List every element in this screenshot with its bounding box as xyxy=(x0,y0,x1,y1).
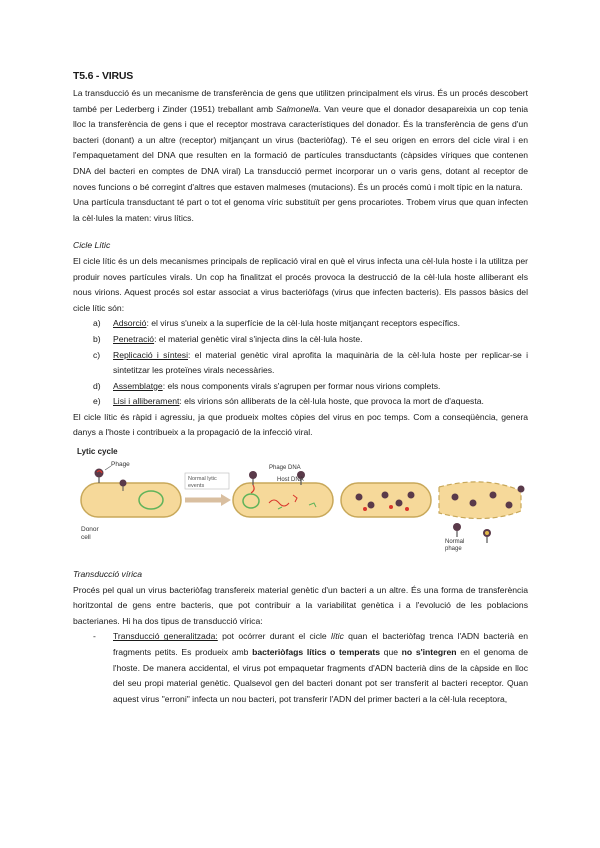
type-term: Transducció generalitzada: xyxy=(113,631,218,642)
list-marker: a) xyxy=(93,318,101,329)
step-term: Penetració xyxy=(113,333,155,344)
list-item xyxy=(93,379,528,395)
label-donor-cell-1: Donor xyxy=(81,526,99,534)
step-text: : el material genètic viral s'injecta dins la cèl·lula hoste. xyxy=(154,333,363,344)
type-italic: lític xyxy=(330,631,344,642)
label-normal-events-1: Normal lytic xyxy=(188,476,217,483)
list-marker: d) xyxy=(93,380,101,391)
lytic-heading: Cicle Lític xyxy=(73,240,111,251)
step-text: : el material genètic viral aprofita la maquinària de la cèl·lula hoste per replicar-se i sintetitzar les proteïnes virals necessàries. xyxy=(113,349,528,376)
list-item xyxy=(93,332,528,348)
list-marker: b) xyxy=(93,333,101,344)
list-marker: e) xyxy=(93,396,101,407)
step-term: Lisi i alliberament xyxy=(113,396,180,407)
transduction-paragraph-1: Procés pel qual un virus bacteriòfag transfereix material genètic d'un bacteri a un altre. És una forma de transferència horitzontal de gens entre bacteris, que pot contribuir a la variabilitat genètica i a l'evolució de les poblacions bacterianes. Hi ha dos tipus de transducció vírica: xyxy=(73,584,528,626)
step-term: Replicació i síntesi xyxy=(113,349,188,360)
donor-cell xyxy=(81,483,181,517)
intro-paragraph-1 xyxy=(73,86,528,195)
list-marker: c) xyxy=(93,349,101,360)
list-item xyxy=(93,629,528,707)
type-text: quan el bacteriòfag trenca l'ADN bacterià en fragments petits. Es produeix amb xyxy=(113,631,528,658)
document-page xyxy=(73,70,528,707)
phage-icon xyxy=(95,469,104,484)
list-marker: - xyxy=(93,631,96,642)
phage-icon xyxy=(483,529,491,543)
list-item xyxy=(93,316,528,332)
type-bold: no s'integren xyxy=(401,647,457,658)
lytic-paragraph-1: El cicle lític és un dels mecanismes principals de replicació viral en què el virus infecta una cèl·lula hoste i la utilitza per produir noves partícules virals. Un cop ha finalitzat el procés provoca la destrucció de la cèl·lula hoste alliberant els nous virions. Aquest procés sol estar associat a virus bacteriòfags (virus que infecten bacteris). Els passos bàsics del cicle lític són: xyxy=(73,255,528,313)
page-title: T5.6 - VIRUS xyxy=(73,70,134,82)
step-term: Assemblatge xyxy=(113,380,163,391)
label-phage: Phage xyxy=(111,461,130,469)
intro-italic-salmonella: Salmonella xyxy=(276,103,319,114)
intro-text-b: . Van veure que el donador desapareixia un cop tenia lloc la transferència de gens i que el receptor mostrava característiques del donador. És la transferència de gens d'un bacteri (donant) a un altre (receptor) mitjançant un virus (bacteriòfag). Té el seu origen en errors del cicle viral i en l'empaquetament del DNA que resulten en la formació de partícules transductants (càpsides víriques que contenen DNA del bacteri en comptes de DNA viral) La transducció permet incorporar un o varis gens, dotant al receptor de noves funcions o bé corregint d'altres que estaven malmeses (mutacions). És un procés comú i molt típic en la natura. xyxy=(73,103,529,192)
lytic-paragraph-2: El cicle lític és ràpid i agressiu, ja que produeix moltes còpies del virus en poc temps. Com a conseqüència, genera danys a l'hoste i contribueix a la propagació de la infecció viral. xyxy=(73,411,528,438)
step-text: : els nous components virals s'agrupen per formar nous virions complets. xyxy=(162,380,441,391)
list-item xyxy=(93,348,528,379)
type-bold: bacteriòfags lítics o temperats xyxy=(252,647,381,658)
arrow-shape xyxy=(221,494,231,506)
lytic-cycle-illustration xyxy=(73,445,528,555)
intro-paragraph-2: Una partícula transductant té part o tot el genoma víric substituït per gens procariotes. Trobem virus que quan infecten la cèl·lules la maten: virus lítics. xyxy=(73,197,528,223)
label-host-dna: Host DNA xyxy=(277,477,304,484)
infected-cell xyxy=(233,483,333,517)
transduction-heading: Transducció vírica xyxy=(73,569,143,580)
label-normal-phage-1: Normal xyxy=(445,539,465,546)
type-text: pot ocórrer durant el cicle xyxy=(217,631,331,642)
phage-icon xyxy=(453,523,461,537)
assembly-cell xyxy=(341,483,431,517)
label-donor-cell-2: cell xyxy=(81,534,91,542)
lysed-cell xyxy=(439,482,521,519)
list-item xyxy=(93,394,528,410)
step-text: : els virions són alliberats de la cèl·lula hoste, que provoca la mort de d'aquesta. xyxy=(179,396,484,407)
intro-text-a: La transducció és un mecanisme de transferència de gens que utilitzen principalment els virus. És un procés descobert també per Lederberg i Zinder (1951) treballant amb xyxy=(73,88,528,114)
step-term: Adsorció xyxy=(113,318,147,329)
transduction-types-list xyxy=(73,629,528,707)
step-text: : el virus s'uneix a la superfície de la cèl·lula hoste mitjançant receptors específics. xyxy=(146,318,460,329)
type-text: que xyxy=(380,647,402,658)
lytic-cycle-figure xyxy=(73,445,528,555)
label-normal-events-2: events xyxy=(188,483,205,490)
type-text: en el genoma de l'hoste. De manera accidental, el virus pot empaquetar fragments d'ADN bacterià dins de la càpside en lloc del seu propi material genètic. Qualsevol gen del bacteri donant pot ser transferit al bacteri receptor. Quan aquest virus "erroni" infecta un nou bacteri, pot transferir l'ADN del primer bacteri a la cèl·lula receptora, xyxy=(113,647,528,704)
lytic-steps-list xyxy=(73,316,528,410)
label-phage-dna: Phage DNA xyxy=(269,465,301,472)
figure-title: Lytic cycle xyxy=(77,447,118,457)
label-normal-phage-2: phage xyxy=(445,546,462,553)
